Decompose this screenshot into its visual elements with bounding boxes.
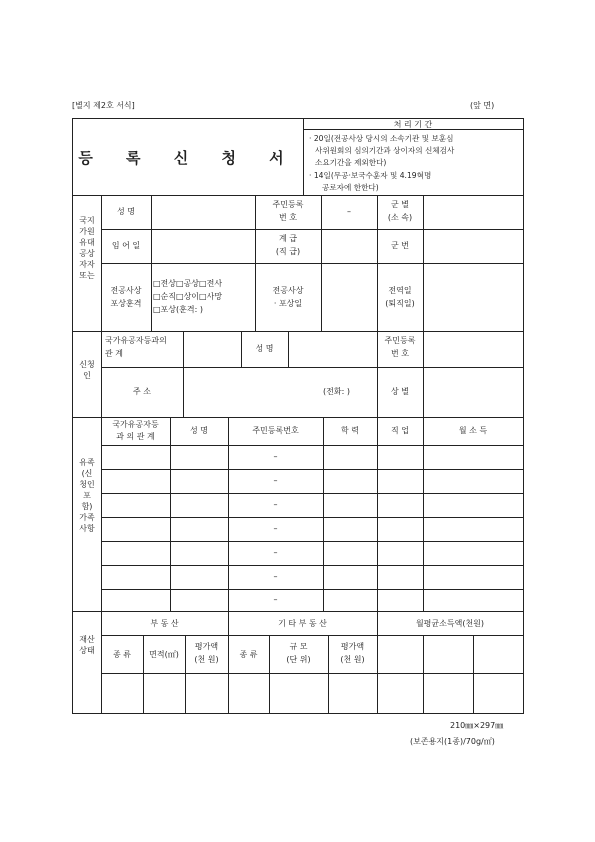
family-rrn-dash: – [273,476,278,485]
applicant-rrn-label-2: 번 호 [391,349,409,358]
section-assets-label: 재산상태 [79,635,95,655]
processing-note-2a: · 14일(무공·보국수훈자 및 4.19혁명 [309,171,432,180]
veteran-rrn-label-2: 번 호 [279,213,297,222]
processing-note-1c: 소요기간을 제외한다) [315,158,387,167]
family-name-header: 성 명 [190,426,208,435]
processing-note-1a: · 20일(전공사상 당시의 소속기관 및 보훈심 [309,134,454,143]
realestate-value-header-2: (천 원) [194,655,219,664]
section-family-label: 유족(신청인포함)가족사항 [79,458,95,533]
class-options-line-2[interactable]: □순직□상이□사망 [153,292,223,301]
discharge-label-1: 전역일 [388,286,412,295]
veteran-rrn-label-1: 주민등록 [272,200,304,209]
applicant-name-label: 성 명 [255,344,274,353]
veteran-name-label: 성 명 [117,207,135,216]
realestate-value-header-1: 평가액 [194,642,219,651]
other-value-header-2: (천 원) [340,655,365,664]
family-rrn-dash: – [273,452,278,461]
section-applicant-label: 신청인 [79,360,95,380]
applicant-relation-label-2: 관 계 [105,349,123,358]
family-relation-header-1: 국가유공자등 [112,420,159,429]
section-veteran-label: 국지가원유대공상자자또는 [79,216,95,280]
class-options-line-3[interactable]: □포상(훈격: ) [153,305,203,314]
other-scale-header-1: 규 모 [289,642,308,651]
veteran-rrn-dash: – [347,207,351,216]
status-label: 상 별 [391,387,409,396]
realestate-type-header: 종 류 [113,650,131,659]
class-label-2: 포상훈격 [110,299,142,308]
processing-period-heading: 처 리 기 간 [393,120,433,129]
discharge-label-2: (퇴직일) [385,299,415,308]
branch-label-2: (소 속) [387,213,413,222]
paper-type: (보존용지(1종)/70g/㎡) [410,737,495,746]
army-number-label: 군 번 [391,241,409,250]
enlist-date-label: 임 어 일 [111,241,141,250]
family-rrn-dash: – [273,548,278,557]
processing-note-1b: 사위원회의 심의기간과 상이자의 신체검사 [315,146,455,155]
branch-label-1: 군 별 [391,200,409,209]
other-type-header: 종 류 [239,650,258,659]
family-income-header: 월 소 득 [458,426,488,435]
phone-label: (전화: ) [323,387,350,396]
other-value-header-1: 평가액 [340,642,365,651]
merit-date-label-2: · 포상일 [273,299,303,308]
family-rrn-dash: – [273,524,278,533]
class-options-line-1[interactable]: □전상□공상□전사 [153,279,223,288]
applicant-relation-label-1: 국가유공자등과의 [105,336,167,345]
family-job-header: 직 업 [391,426,409,435]
realestate-area-header: 면적(㎡) [149,650,179,659]
class-label-1: 전공사상 [110,286,142,295]
applicant-rrn-label-1: 주민등록 [384,336,416,345]
family-education-header: 학 력 [341,426,359,435]
family-rrn-dash: – [273,500,278,509]
page-side-label: (앞 면) [470,101,495,110]
registration-form [72,118,524,714]
rank-label-1: 계 급 [279,234,297,243]
processing-note-2b: 공로자에 한한다) [322,183,379,192]
address-label: 주 소 [133,387,151,396]
merit-date-label-1: 전공사상 [272,286,304,295]
realestate-header: 부 동 산 [150,619,179,628]
family-relation-header-2: 과 의 관 계 [116,432,155,441]
form-title: 등 록 신 청 서 [78,149,298,167]
other-realestate-header: 기 타 부 동 산 [278,619,327,628]
paper-size: 210㎜×297㎜ [450,721,504,730]
other-scale-header-2: (단 위) [286,655,311,664]
family-rrn-dash: – [273,572,278,581]
rank-label-2: (직 급) [275,247,301,256]
monthly-income-header: 월평균소득액(천원) [415,619,485,628]
family-rrn-dash: – [273,595,278,604]
form-number: [별지 제2호 서식] [72,101,135,110]
family-rrn-header: 주민등록번호 [252,426,299,435]
